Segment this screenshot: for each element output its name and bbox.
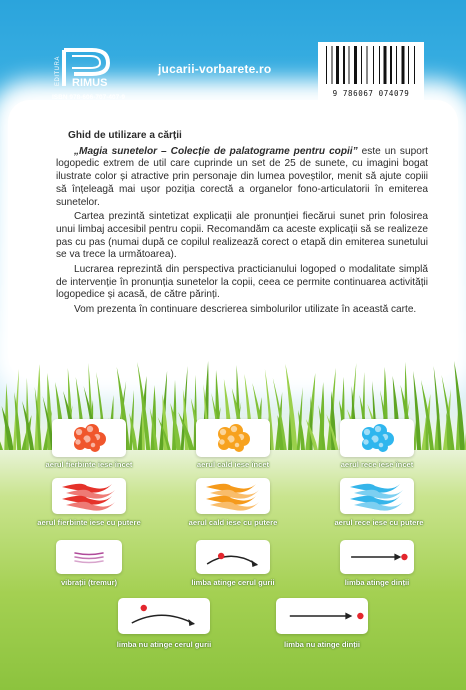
puff-highlight bbox=[231, 426, 237, 432]
barcode-digits: 9 786067 074079 bbox=[332, 89, 410, 98]
vibration-wave bbox=[75, 553, 103, 555]
symbol-label-warm-slow: aerul cald iese încet bbox=[196, 460, 270, 469]
barcode-bar bbox=[336, 46, 339, 84]
cold-air-strong-icon bbox=[340, 478, 414, 514]
guide-paragraph-3: Lucrarea reprezintă din perspectiva practicianului logoped o modalitate simplă de intervenție în pronunția sunetelor la copii, ceea ce permite continuarea activității logopedice și acasă, de către părinți. bbox=[56, 264, 428, 301]
barcode-bar bbox=[332, 46, 333, 84]
barcode-bars bbox=[318, 42, 424, 88]
puff-circle bbox=[218, 438, 230, 450]
barcode-bar bbox=[373, 46, 374, 84]
symbol-label-warm-strong: aerul cald iese cu putere bbox=[188, 518, 278, 527]
barcode-bar bbox=[402, 46, 405, 84]
symbol-card-warm-strong bbox=[196, 478, 270, 514]
guide-paragraph-4: Vom prezenta în continuare descrierea simbolurilor utilizate în această carte. bbox=[74, 304, 417, 316]
symbol-label-cold-slow: aerul rece iese încet bbox=[340, 460, 414, 469]
tongue-touches-teeth-icon bbox=[340, 540, 414, 574]
arrow-head bbox=[251, 560, 257, 567]
hot-air-slow-icon bbox=[52, 419, 126, 457]
puff-highlight bbox=[219, 439, 224, 444]
arrow-head bbox=[394, 554, 401, 561]
tongue-arrow-line bbox=[132, 615, 195, 624]
grass-blade bbox=[454, 361, 465, 450]
symbol-label-hot-slow: aerul fierbinte iese încet bbox=[45, 460, 133, 469]
puff-highlight bbox=[235, 443, 240, 448]
barcode-bar bbox=[390, 46, 392, 84]
symbol-label-cold-strong: aerul rece iese cu putere bbox=[334, 518, 424, 527]
barcode-bar bbox=[361, 46, 362, 84]
barcode-bar bbox=[326, 46, 327, 84]
barcode-bar bbox=[384, 46, 387, 84]
puff-highlight bbox=[379, 443, 384, 448]
contact-dot bbox=[357, 613, 363, 619]
publisher-name: RIMUS bbox=[72, 77, 108, 89]
vibration-icon bbox=[56, 540, 122, 574]
symbol-card-tongue-palate bbox=[196, 540, 270, 574]
puff-highlight bbox=[375, 426, 381, 432]
barcode-bar bbox=[396, 46, 397, 84]
symbol-card-hot-strong bbox=[52, 478, 126, 514]
symbol-card-tongue-no-teeth bbox=[276, 598, 368, 634]
guide-title: Ghid de utilizare a cărții bbox=[68, 130, 182, 141]
arrow-head bbox=[188, 619, 194, 626]
arrow-head bbox=[345, 613, 352, 620]
tongue-not-touching-teeth-icon bbox=[276, 598, 368, 634]
guide-paragraph-1 bbox=[56, 146, 428, 210]
contact-dot bbox=[218, 553, 224, 559]
puff-highlight bbox=[364, 429, 370, 435]
website-url: jucarii-vorbarete.ro bbox=[158, 62, 272, 76]
hot-air-strong-icon bbox=[52, 478, 126, 514]
cold-air-slow-icon bbox=[340, 419, 414, 457]
puff-highlight bbox=[363, 439, 368, 444]
book-title: „Magia sunetelor – Colecție de palatograme pentru copii” bbox=[74, 145, 358, 157]
symbol-card-cold-slow bbox=[340, 419, 414, 457]
tongue-not-touching-palate-icon bbox=[118, 598, 210, 634]
symbol-card-tongue-teeth bbox=[340, 540, 414, 574]
symbol-card-tongue-no-palate bbox=[118, 598, 210, 634]
puff-highlight bbox=[76, 429, 82, 435]
barcode-bar bbox=[354, 46, 357, 84]
symbol-card-cold-strong bbox=[340, 478, 414, 514]
warm-air-strong-icon bbox=[196, 478, 270, 514]
contact-dot bbox=[401, 554, 407, 560]
symbol-label-tongue-palate: limba atinge cerul gurii bbox=[191, 578, 275, 587]
puff-highlight bbox=[75, 439, 80, 444]
guide-text bbox=[56, 130, 428, 319]
publisher-logo bbox=[52, 44, 124, 90]
barcode-bar bbox=[414, 46, 415, 84]
symbol-label-tongue-teeth: limba atinge dinții bbox=[344, 578, 410, 587]
puff-highlight bbox=[220, 429, 226, 435]
contact-dot bbox=[141, 605, 147, 611]
grass-blade bbox=[0, 420, 3, 450]
symbol-label-hot-strong: aerul fierbinte iese cu putere bbox=[37, 518, 141, 527]
barcode-bar bbox=[379, 46, 380, 84]
guide-paragraph-1-body: este un suport logopedic extrem de util care cuprinde un set de 25 de sunete, cu imagini bogat ilustrate color și atractive prin personaje din lumea poveștilor, menit să ajute copiii să înțeleagă mai ușor poziția corectă a organelor fono-articulatorii în emiterea sunetelor. bbox=[56, 145, 428, 208]
symbol-card-hot-slow bbox=[52, 419, 126, 457]
puff-circle bbox=[362, 438, 374, 450]
isbn-text: ISBN 978-606-707-407-9 bbox=[52, 94, 125, 101]
tongue-touches-palate-icon bbox=[196, 540, 270, 574]
guide-paragraph-2: Cartea prezintă sintetizat explicații ale pronunției fiecărui sunet prin folosirea unui limbaj accesibil pentru copii. Recomandăm ca aceste explicații să se realizeze pas cu pas (numai după ce copilul realizează corect o etapă din emiterea sunetului se va trece la următoarea). bbox=[56, 211, 428, 261]
barcode-bar bbox=[343, 46, 345, 84]
symbol-label-tongue-no-teeth: limba nu atinge dinții bbox=[284, 640, 360, 649]
publisher-side-text: EDITURA bbox=[55, 56, 61, 86]
symbol-label-tongue-no-palate: limba nu atinge cerul gurii bbox=[116, 640, 212, 649]
symbol-card-vibration bbox=[56, 540, 122, 574]
symbol-label-vibration: vibrații (tremur) bbox=[60, 578, 118, 587]
barcode-bar bbox=[349, 46, 350, 84]
vibration-wave bbox=[75, 561, 103, 563]
puff-circle bbox=[74, 438, 86, 450]
vibration-wave bbox=[75, 557, 103, 559]
symbol-card-warm-slow bbox=[196, 419, 270, 457]
barcode-bar bbox=[408, 46, 409, 84]
barcode-bar bbox=[367, 46, 368, 84]
puff-highlight bbox=[87, 426, 93, 432]
puff-highlight bbox=[91, 443, 96, 448]
warm-air-slow-icon bbox=[196, 419, 270, 457]
tongue-arrow-line bbox=[207, 556, 257, 565]
barcode bbox=[318, 42, 424, 100]
